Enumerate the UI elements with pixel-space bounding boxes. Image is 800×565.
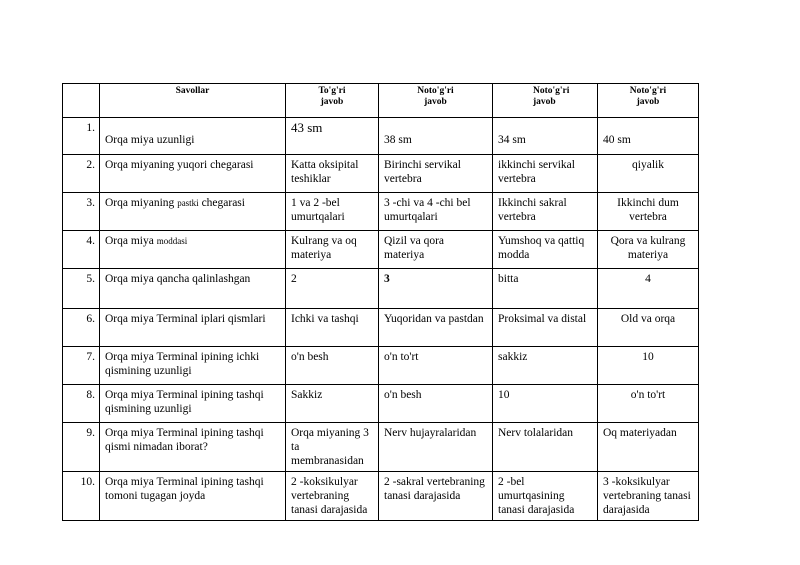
wrong-answer-cell: ikkinchi servikal vertebra — [493, 155, 598, 193]
row-number: 10. — [63, 472, 100, 521]
row-number: 8. — [63, 385, 100, 423]
wrong-answer-cell: Birinchi servikal vertebra — [379, 155, 493, 193]
correct-answer-cell: o'n besh — [286, 347, 379, 385]
header-row — [63, 84, 699, 118]
wrong-answer-cell: Old va orqa — [598, 309, 699, 347]
wrong-answer-cell: 4 — [598, 269, 699, 309]
wrong-answer-cell: 3 — [379, 269, 493, 309]
correct-answer-cell: 2 — [286, 269, 379, 309]
wrong-answer-cell: Yumshoq va qattiq modda — [493, 231, 598, 269]
wrong-answer-cell: Proksimal va distal — [493, 309, 598, 347]
question-cell: Orqa miyaning yuqori chegarasi — [100, 155, 286, 193]
table-row — [63, 269, 699, 309]
row-number: 6. — [63, 309, 100, 347]
wrong-answer-cell: 38 sm — [379, 118, 493, 155]
table-row — [63, 472, 699, 521]
row-number: 1. — [63, 118, 100, 155]
wrong-answer-cell: bitta — [493, 269, 598, 309]
table-row — [63, 347, 699, 385]
correct-answer-cell: 43 sm — [286, 118, 379, 155]
row-number: 5. — [63, 269, 100, 309]
header-wrong-1: Noto'g'ri javob — [379, 84, 493, 118]
question-cell: Orqa miya Terminal ipining tashqi tomoni tugagan joyda — [100, 472, 286, 521]
correct-answer-cell: Ichki va tashqi — [286, 309, 379, 347]
wrong-answer-cell: 34 sm — [493, 118, 598, 155]
header-questions: Savollar — [100, 84, 286, 118]
wrong-answer-cell: sakkiz — [493, 347, 598, 385]
header-wrong-3: Noto'g'ri javob — [598, 84, 699, 118]
correct-answer-cell: 2 -koksikulyar vertebraning tanasi darajasida — [286, 472, 379, 521]
question-cell: Orqa miyaning pastki chegarasi — [100, 193, 286, 231]
wrong-answer-cell: o'n to'rt — [379, 347, 493, 385]
correct-answer-cell: Sakkiz — [286, 385, 379, 423]
wrong-answer-cell: Yuqoridan va pastdan — [379, 309, 493, 347]
header-num — [63, 84, 100, 118]
wrong-answer-cell: o'n to'rt — [598, 385, 699, 423]
wrong-answer-cell: 2 -sakral vertebraning tanasi darajasida — [379, 472, 493, 521]
wrong-answer-cell: Oq materiyadan — [598, 423, 699, 472]
table-row — [63, 193, 699, 231]
wrong-answer-cell: Nerv hujayralaridan — [379, 423, 493, 472]
row-number: 7. — [63, 347, 100, 385]
table-row — [63, 231, 699, 269]
correct-answer-cell: 1 va 2 -bel umurtqalari — [286, 193, 379, 231]
header-wrong-2: Noto'g'ri javob — [493, 84, 598, 118]
row-number: 4. — [63, 231, 100, 269]
quiz-table — [62, 83, 699, 521]
wrong-answer-cell: Ikkinchi sakral vertebra — [493, 193, 598, 231]
question-cell: Orqa miya qancha qalinlashgan — [100, 269, 286, 309]
correct-answer-cell: Orqa miyaning 3 ta membranasidan — [286, 423, 379, 472]
table-row — [63, 118, 699, 155]
wrong-answer-cell: qiyalik — [598, 155, 699, 193]
question-cell: Orqa miya moddasi — [100, 231, 286, 269]
wrong-answer-cell: Qora va kulrang materiya — [598, 231, 699, 269]
table-row — [63, 309, 699, 347]
wrong-answer-cell: 2 -bel umurtqasining tanasi darajasida — [493, 472, 598, 521]
wrong-answer-cell: 40 sm — [598, 118, 699, 155]
table-row — [63, 385, 699, 423]
wrong-answer-cell: Nerv tolalaridan — [493, 423, 598, 472]
correct-answer-cell: Kulrang va oq materiya — [286, 231, 379, 269]
wrong-answer-cell: 10 — [598, 347, 699, 385]
wrong-answer-cell: Ikkinchi dum vertebra — [598, 193, 699, 231]
table-row — [63, 423, 699, 472]
wrong-answer-cell: 3 -chi va 4 -chi bel umurtqalari — [379, 193, 493, 231]
correct-answer-cell: Katta oksipital teshiklar — [286, 155, 379, 193]
table-row — [63, 155, 699, 193]
question-cell: Orqa miya uzunligi — [100, 118, 286, 155]
question-cell: Orqa miya Terminal ipining tashqi qismining uzunligi — [100, 385, 286, 423]
wrong-answer-cell: o'n besh — [379, 385, 493, 423]
wrong-answer-cell: Qizil va qora materiya — [379, 231, 493, 269]
row-number: 2. — [63, 155, 100, 193]
header-correct: To'g'ri javob — [286, 84, 379, 118]
wrong-answer-cell: 10 — [493, 385, 598, 423]
question-cell: Orqa miya Terminal iplari qismlari — [100, 309, 286, 347]
question-cell: Orqa miya Terminal ipining ichki qismining uzunligi — [100, 347, 286, 385]
wrong-answer-cell: 3 -koksikulyar vertebraning tanasi darajasida — [598, 472, 699, 521]
question-cell: Orqa miya Terminal ipining tashqi qismi nimadan iborat? — [100, 423, 286, 472]
row-number: 3. — [63, 193, 100, 231]
row-number: 9. — [63, 423, 100, 472]
